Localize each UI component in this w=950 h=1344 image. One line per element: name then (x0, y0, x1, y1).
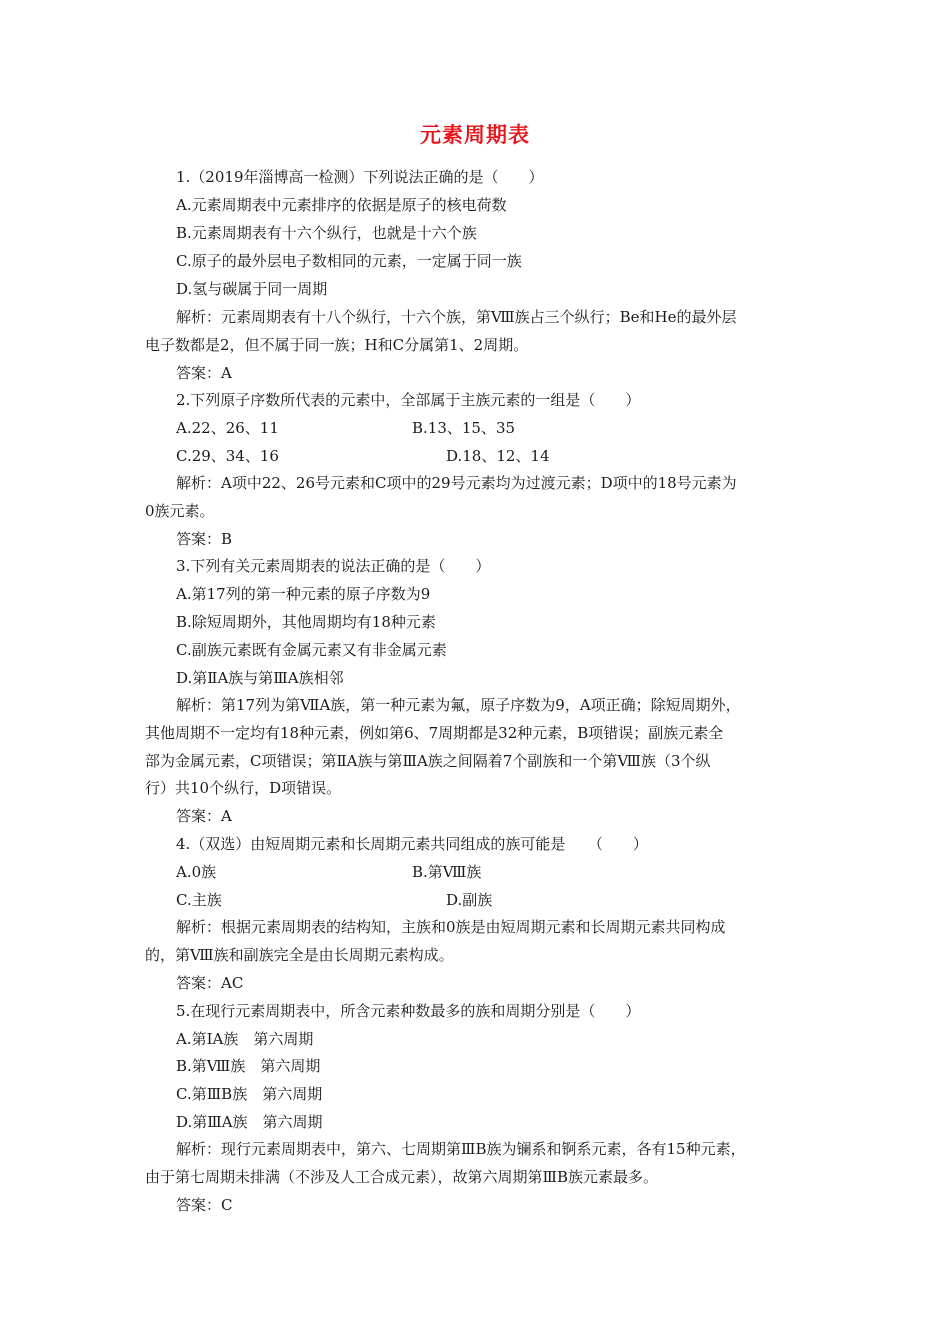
q4-option-c: C.主族 (176, 891, 222, 909)
q4-answer: 答案：AC (176, 974, 244, 992)
q2-answer: 答案：B (176, 530, 233, 548)
q3-answer: 答案：A (176, 807, 232, 825)
q5-answer: 答案：C (176, 1196, 233, 1214)
q1-option-a: A.元素周期表中元素排序的依据是原子的核电荷数 (176, 196, 507, 214)
q1-option-d: D.氢与碳属于同一周期 (176, 280, 328, 298)
q5-option-c: C.第ⅢB族 第六周期 (176, 1085, 323, 1103)
q5-analysis-cont: 由于第七周期未排满（不涉及人工合成元素），故第六周期第ⅢB族元素最多。 (145, 1168, 658, 1186)
q3-stem: 3.下列有关元素周期表的说法正确的是（ ） (176, 557, 491, 575)
q2-option-d: D.18、12、14 (446, 447, 550, 465)
q5-option-a: A.第ⅠA族 第六周期 (176, 1030, 314, 1048)
q3-analysis-cont-3: 行）共10个纵行，D项错误。 (145, 779, 342, 797)
q1-analysis-cont: 电子数都是2，但不属于同一族；H和C分属第1、2周期。 (145, 336, 529, 354)
q3-option-a: A.第17列的第一种元素的原子序数为9 (176, 585, 431, 603)
q2-option-a: A.22、26、11 (176, 419, 279, 437)
q1-answer: 答案：A (176, 364, 232, 382)
q4-option-a: A.0族 (176, 863, 217, 881)
q1-analysis: 解析：元素周期表有十八个纵行，十六个族，第Ⅷ族占三个纵行；Be和He的最外层 (176, 308, 737, 326)
q3-option-b: B.除短周期外，其他周期均有18种元素 (176, 613, 436, 631)
q2-option-b: B.13、15、35 (412, 419, 516, 437)
q4-analysis: 解析：根据元素周期表的结构知，主族和0族是由短周期元素和长周期元素共同构成 (176, 918, 726, 936)
page-title: 元素周期表 (420, 122, 530, 147)
q3-option-d: D.第ⅡA族与第ⅢA族相邻 (176, 669, 344, 687)
q3-option-c: C.副族元素既有金属元素又有非金属元素 (176, 641, 447, 659)
q4-analysis-cont: 的，第Ⅷ族和副族完全是由长周期元素构成。 (145, 946, 454, 964)
q5-option-b: B.第Ⅷ族 第六周期 (176, 1057, 321, 1075)
q1-option-b: B.元素周期表有十六个纵行，也就是十六个族 (176, 224, 477, 242)
q4-option-d: D.副族 (446, 891, 493, 909)
q4-stem: 4.（双选）由短周期元素和长周期元素共同组成的族可能是 （ ） (176, 835, 648, 853)
q2-option-c: C.29、34、16 (176, 447, 279, 465)
q2-analysis: 解析：A项中22、26号元素和C项中的29号元素均为过渡元素；D项中的18号元素为 (176, 474, 737, 492)
q1-option-c: C.原子的最外层电子数相同的元素，一定属于同一族 (176, 252, 522, 270)
q3-analysis-cont-2: 部为金属元素，C项错误；第ⅡA族与第ⅢA族之间隔着7个副族和一个第Ⅷ族（3个纵 (145, 752, 711, 770)
q3-analysis-cont-1: 其他周期不一定均有18种元素，例如第6、7周期都是32种元素，B项错误；副族元素全 (145, 724, 724, 742)
q2-analysis-cont: 0族元素。 (145, 502, 215, 520)
q3-analysis: 解析：第17列为第ⅦA族，第一种元素为氟，原子序数为9，A项正确；除短周期外， (176, 696, 741, 714)
q2-stem: 2.下列原子序数所代表的元素中，全部属于主族元素的一组是（ ） (176, 391, 641, 409)
q4-option-b: B.第Ⅷ族 (412, 863, 482, 881)
q5-option-d: D.第ⅢA族 第六周期 (176, 1113, 323, 1131)
q5-stem: 5.在现行元素周期表中，所含元素种数最多的族和周期分别是（ ） (176, 1002, 641, 1020)
q5-analysis: 解析：现行元素周期表中，第六、七周期第ⅢB族为镧系和锕系元素，各有15种元素， (176, 1140, 746, 1158)
q1-stem: 1.（2019年淄博高一检测）下列说法正确的是（ ） (176, 168, 544, 186)
